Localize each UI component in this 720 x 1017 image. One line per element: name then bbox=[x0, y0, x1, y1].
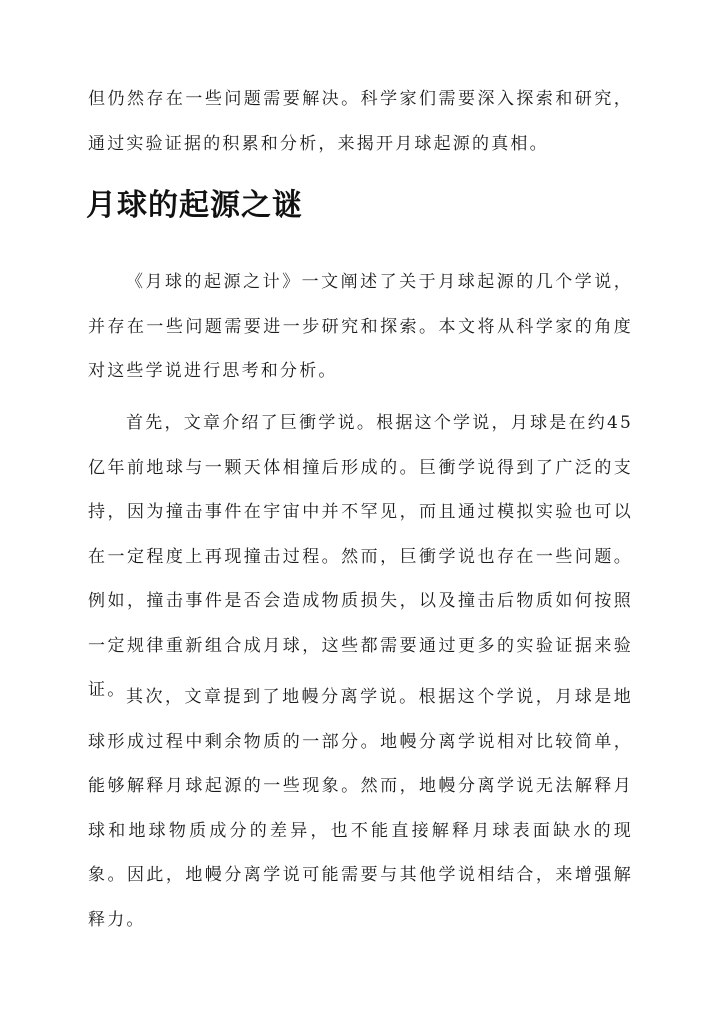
body-paragraph-3: 其次，文章提到了地幔分离学说。根据这个学说，月球是地球形成过程中剩余物质的一部分。地幔分离学说相对比较简单，能够解释月球起源的一些现象。然而，地幔分离学说无法解释月球和地球物质成分的差异，也不能直接解释月球表面缺水的现象。因此，地幔分离学说可能需要与其他学说相结合，来增强解释力。 bbox=[88, 687, 633, 930]
body-paragraph-2: 首先，文章介绍了巨衝学说。根据这个学说，月球是在约45亿年前地球与一颗天体相撞后形成的。巨衝学说得到了广泛的支持，因为撞击事件在宇宙中并不罕见，而且通过模拟实验也可以在一定程度上再现撞击过程。然而，巨衝学说也存在一些问题。例如，撞击事件是否会造成物质损失，以及撞击后物质如何按照一定规律重新组合成月球，这些都需要通过更多的实验证据来验证。 bbox=[88, 413, 633, 700]
intro-paragraph: 但仍然存在一些问题需要解决。科学家们需要深入探索和研究，通过实验证据的积累和分析，来揭开月球起源的真相。 bbox=[88, 89, 633, 154]
section-heading: 月球的起源之谜 bbox=[86, 188, 303, 223]
body-paragraph-1: 《月球的起源之计》一文阐述了关于月球起源的几个学说，并存在一些问题需要进一步研究和探索。本文将从科学家的角度对这些学说进行思考和分析。 bbox=[88, 272, 633, 381]
